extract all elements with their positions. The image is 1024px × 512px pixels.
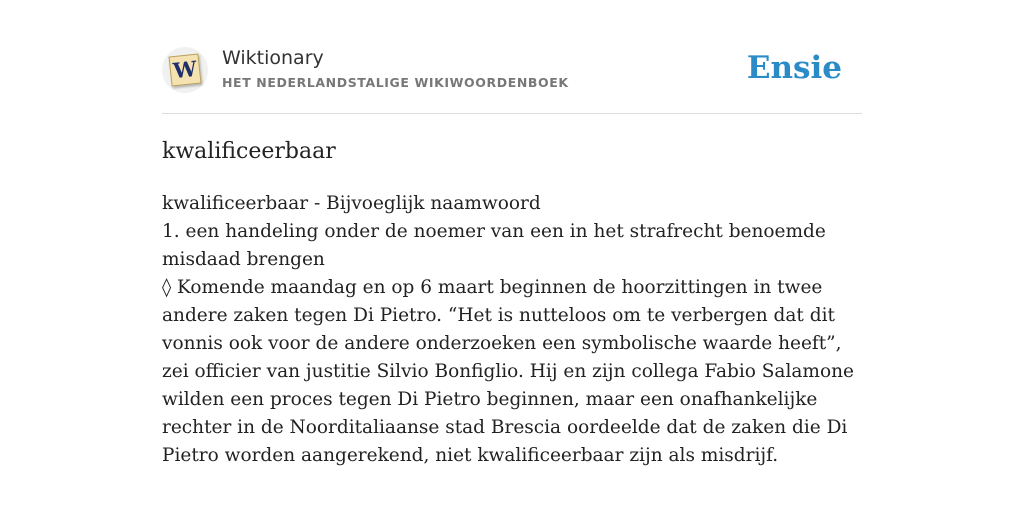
wiktionary-logo-icon [162, 47, 208, 93]
logo-tile [169, 54, 202, 87]
site-name[interactable]: Wiktionary [222, 47, 324, 69]
site-tagline: HET NEDERLANDSTALIGE WIKIWOORDENBOEK [222, 75, 569, 90]
page-title: kwalificeerbaar [162, 139, 336, 164]
ensie-brand-logo[interactable]: Ensie [746, 50, 842, 86]
header [162, 0, 862, 114]
entry-body [162, 190, 862, 470]
entry-definition: 1. een handeling onder de noemer van een in het strafrecht benoemde misdaad brengen [162, 221, 826, 270]
entry-example: ◊ Komende maandag en op 6 maart beginnen de hoorzittingen in twee andere zaken tegen Di Pietro. “Het is nutteloos om te verbergen dat dit vonnis ook voor de andere onderzoeken een symbolische waarde heeft”, zei officier van justitie Silvio Bonfiglio. Hij en zijn collega Fabio Salamone wilden een proces tegen Di Pietro beginnen, maar een onafhankelijke rechter in de Noorditaliaanse stad Brescia oordeelde dat de zaken die Di Pietro worden aangerekend, niet kwalificeerbaar zijn als misdrijf. [162, 277, 854, 466]
entry-headline: kwalificeerbaar - Bijvoeglijk naamwoord [162, 193, 541, 214]
entry-card [162, 0, 862, 512]
logo-letter: W [171, 55, 198, 84]
